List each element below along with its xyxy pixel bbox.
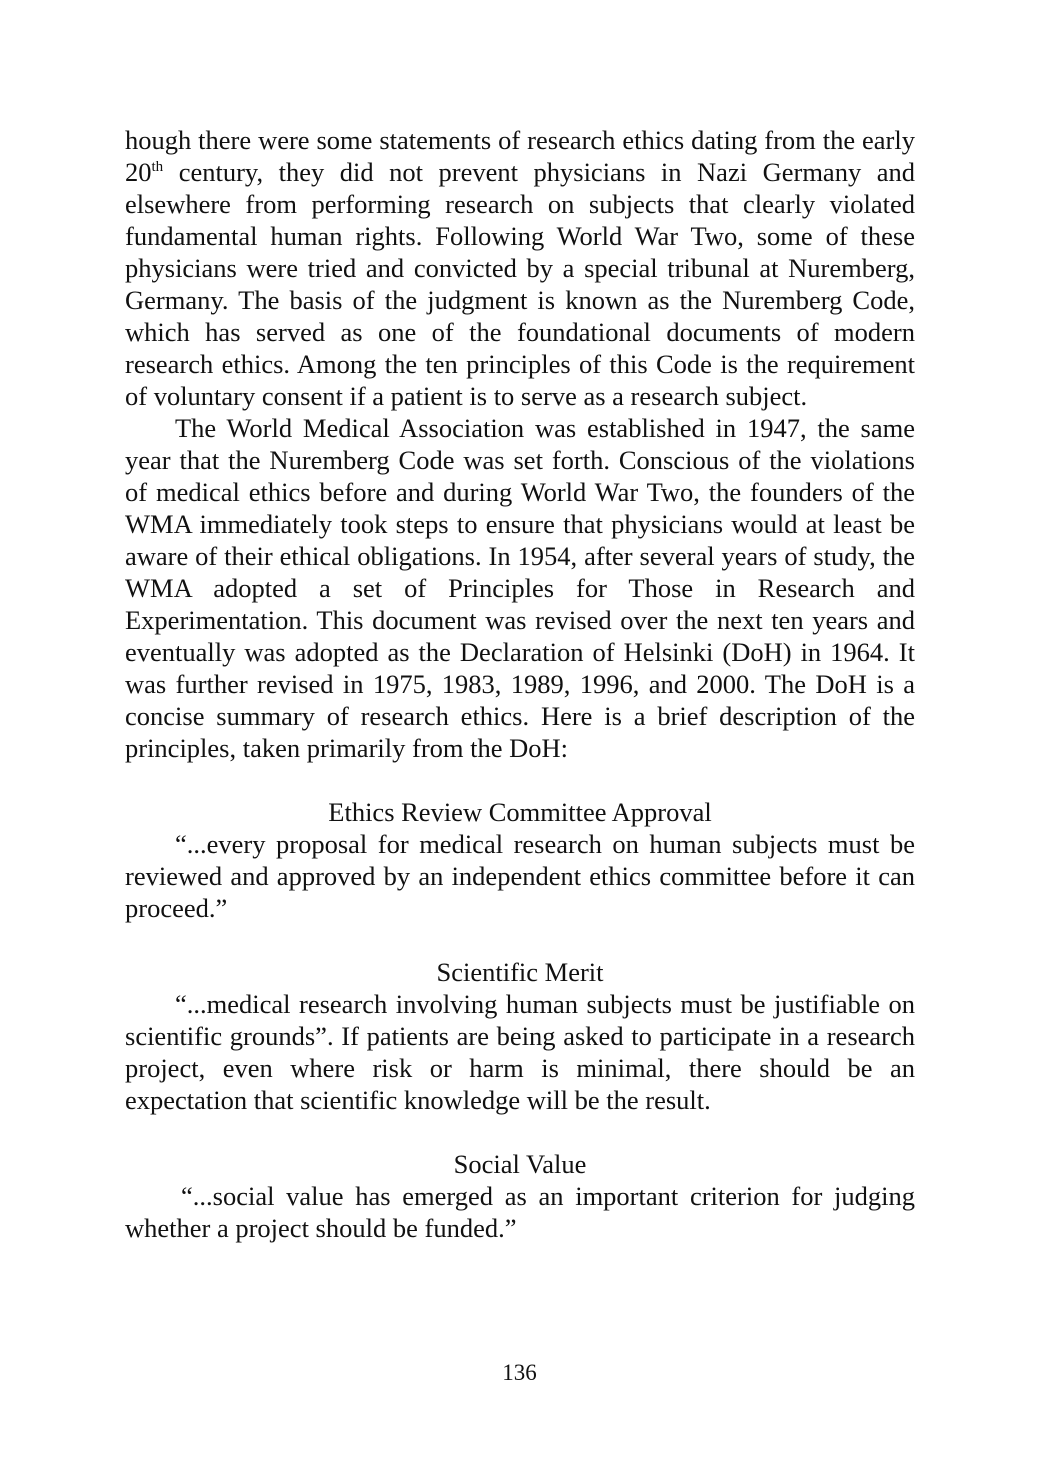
section-heading-social-value: Social Value [453,1149,587,1179]
intro-text-start: hough there were some statements of research ethics dating from the early 20 [125,125,915,187]
wma-paragraph: The World Medical Association was established in 1947, the same year that the Nuremberg Code was set forth. Conscious of the violations of medical ethics before and during World War Two, the founders of the WMA immediately took steps to ensure that physicians would at least be aware of their ethical obligations. In 1954, after several years of study, the WMA adopted a set of Principles for Those in Research and Experimentation. This document was revised over the next ten years and eventually was adopted as the Declaration of Helsinki (DoH) in 1964. It was further revised in 1975, 1983, 1989, 1996, and 2000. The DoH is a concise summary of research ethics. Here is a brief description of the principles, taken primarily from the DoH: [125,413,915,763]
intro-superscript: th [151,159,164,176]
section-heading-ethics-review: Ethics Review Committee Approval [328,797,712,827]
section-body-ethics-review: “...every proposal for medical research on human subjects must be reviewed and approved by an independent ethics committee before it can proceed.” [125,829,915,923]
section-body-scientific-merit: “...medical research involving human subjects must be justifiable on scientific grounds”. If patients are being asked to participate in a research project, even where risk or harm is minimal, there should be an expectation that scientific knowledge will be the result. [125,989,915,1115]
page-content [125,124,915,1244]
section-body-social-value: “...social value has emerged as an important criterion for judging whether a project should be funded.” [125,1181,915,1243]
section-heading-scientific-merit: Scientific Merit [436,957,604,987]
page-number: 136 [502,1360,537,1385]
intro-paragraph [125,124,915,412]
intro-text-end: century, they did not prevent physicians in Nazi Germany and elsewhere from performing research on subjects that clearly violated fundamental human rights. Following World War Two, some of these physicians were tried and convicted by a special tribunal at Nuremberg, Germany. The basis of the judgment is known as the Nuremberg Code, which has served as one of the foundational documents of modern research ethics. Among the ten principles of this Code is the requirement of voluntary consent if a patient is to serve as a research subject. [125,157,915,411]
